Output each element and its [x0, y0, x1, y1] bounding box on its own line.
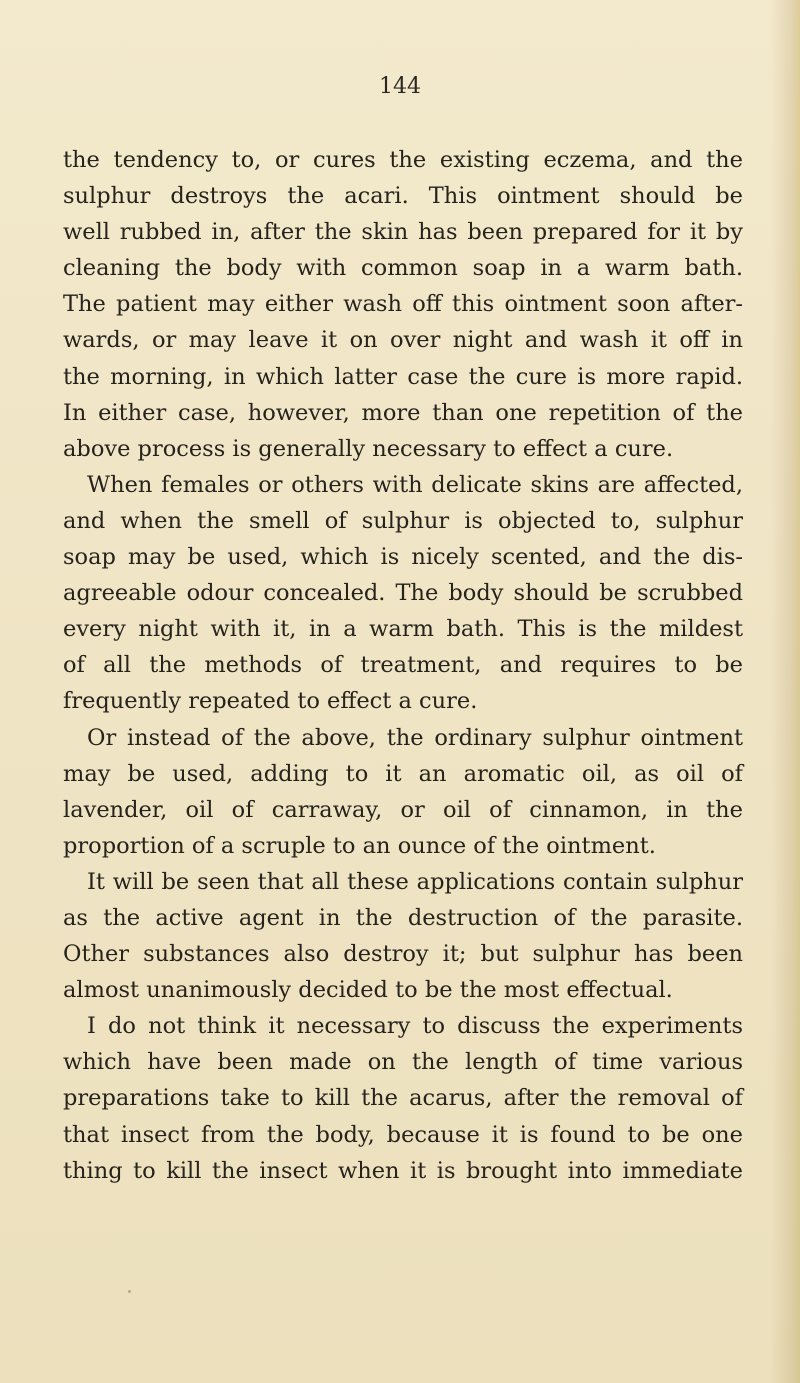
paper-speck	[128, 1290, 131, 1293]
text-line: In either case, however, more than one repetition of the	[63, 399, 743, 426]
text-line: proportion of a scruple to an ounce of the ointment.	[63, 832, 656, 859]
text-line: every night with it, in a warm bath. This is the mildest	[63, 616, 743, 643]
text-line: and when the smell of sulphur is objected to, sulphur	[63, 507, 743, 534]
text-line: sulphur destroys the acari. This ointment should be	[63, 183, 743, 210]
text-line: cleaning the body with common soap in a warm bath.	[63, 255, 743, 282]
text-line: well rubbed in, after the skin has been prepared for it by	[63, 219, 743, 246]
text-line: thing to kill the insect when it is brought into immediate	[63, 1157, 743, 1184]
text-line: I do not think it necessary to discuss the experiments	[87, 1013, 743, 1040]
text-line: preparations take to kill the acarus, after the removal of	[63, 1085, 743, 1112]
text-line: The patient may either wash off this ointment soon after-	[63, 291, 743, 318]
text-line: almost unanimously decided to be the most effectual.	[63, 977, 673, 1004]
text-line: wards, or may leave it on over night and wash it off in	[63, 327, 743, 354]
text-line: frequently repeated to effect a cure.	[63, 688, 478, 715]
text-line: which have been made on the length of time various	[63, 1049, 743, 1076]
text-line: agreeable odour concealed. The body should be scrubbed	[63, 580, 743, 607]
text-line: When females or others with delicate skins are affected,	[87, 471, 743, 498]
text-line: It will be seen that all these applications contain sulphur	[87, 868, 743, 895]
text-line: of all the methods of treatment, and requires to be	[63, 652, 743, 679]
text-line: may be used, adding to it an aromatic oil, as oil of	[63, 760, 743, 787]
text-line: Other substances also destroy it; but sulphur has been	[63, 941, 743, 968]
text-line: the tendency to, or cures the existing eczema, and the	[63, 147, 743, 173]
page-number: 144	[379, 74, 421, 99]
text-line: as the active agent in the destruction of the parasite.	[63, 904, 743, 931]
body-text	[63, 142, 743, 1189]
text-line: Or instead of the above, the ordinary sulphur ointment	[87, 724, 743, 751]
text-line: soap may be used, which is nicely scented, and the dis-	[63, 544, 743, 571]
text-line: that insect from the body, because it is found to be one	[63, 1121, 743, 1148]
text-line: lavender, oil of carraway, or oil of cinnamon, in the	[63, 796, 743, 823]
text-line: the morning, in which latter case the cure is more rapid.	[63, 363, 743, 390]
text-line: above process is generally necessary to effect a cure.	[63, 435, 674, 462]
